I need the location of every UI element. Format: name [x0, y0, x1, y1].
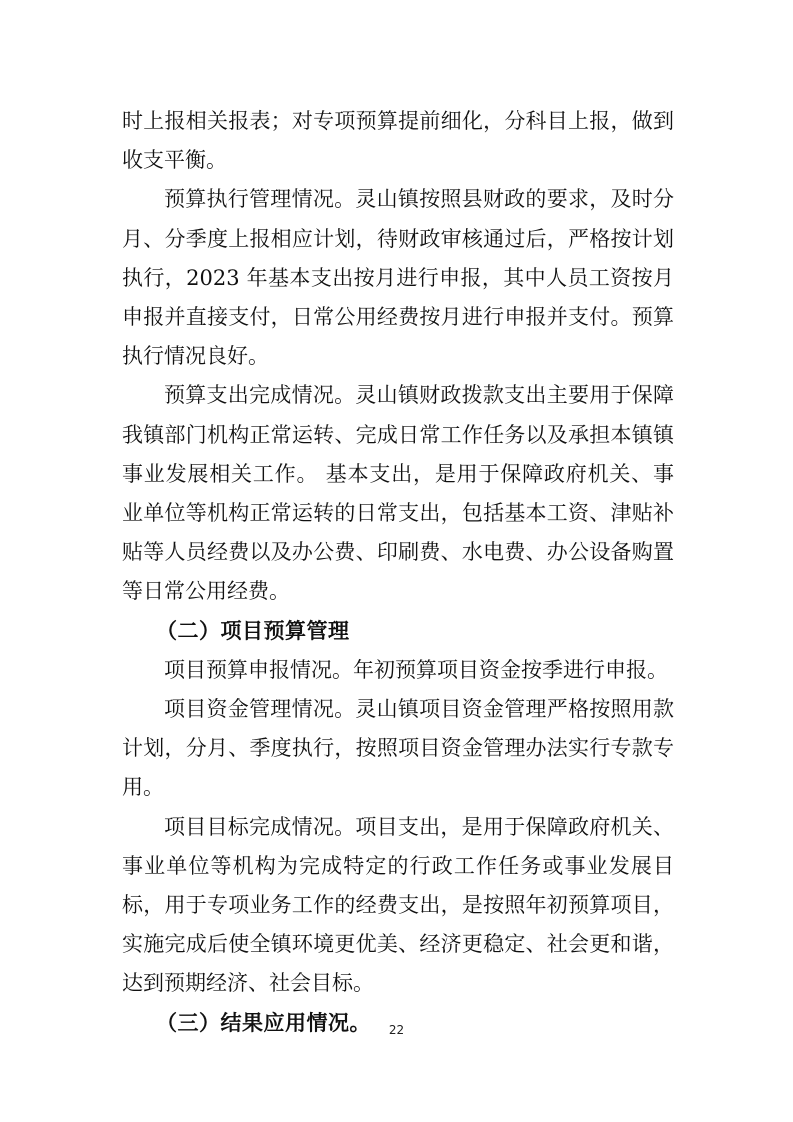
section-heading-project-budget: （二）项目预算管理	[156, 618, 350, 643]
section-heading-results: （三）结果应用情况。	[156, 1010, 371, 1035]
paragraph-budget-expenditure: 预算支出完成情况。灵山镇财政拨款支出主要用于保障我镇部门机构正常运转、完成日常工作任务以及承担本镇镇事业发展相关工作。 基本支出，是用于保障政府机关、事业单位等机构正常运转的日常支出，包括基本工资、津贴补贴等人员经费以及办公费、印刷费、水电费、办公设备购置等日常公用经费。	[122, 383, 674, 604]
paragraph-project-declaration: 项目预算申报情况。年初预算项目资金按季进行申报。	[164, 657, 668, 682]
paragraph-continuation: 时上报相关报表；对专项预算提前细化，分科目上报，做到收支平衡。	[122, 109, 674, 173]
paragraph-project-goals: 项目目标完成情况。项目支出，是用于保障政府机关、事业单位等机构为完成特定的行政工作任务或事业发展目标，用于专项业务工作的经费支出，是按照年初预算项目，实施完成后使全镇环境更优美、经济更稳定、社会更和谐，达到预期经济、社会目标。	[122, 814, 674, 996]
paragraph-budget-execution: 预算执行管理情况。灵山镇按照县财政的要求，及时分月、分季度上报相应计划，待财政审核通过后，严格按计划执行，2023 年基本支出按月进行申报，其中人员工资按月申报并直接支付，日常公用经费按月进行申报并支付。预算执行情况良好。	[122, 187, 674, 369]
page-number: 22	[388, 1023, 405, 1037]
paragraph-project-funds: 项目资金管理情况。灵山镇项目资金管理严格按照用款计划，分月、季度执行，按照项目资金管理办法实行专款专用。	[122, 697, 674, 800]
page-body	[122, 102, 674, 1043]
